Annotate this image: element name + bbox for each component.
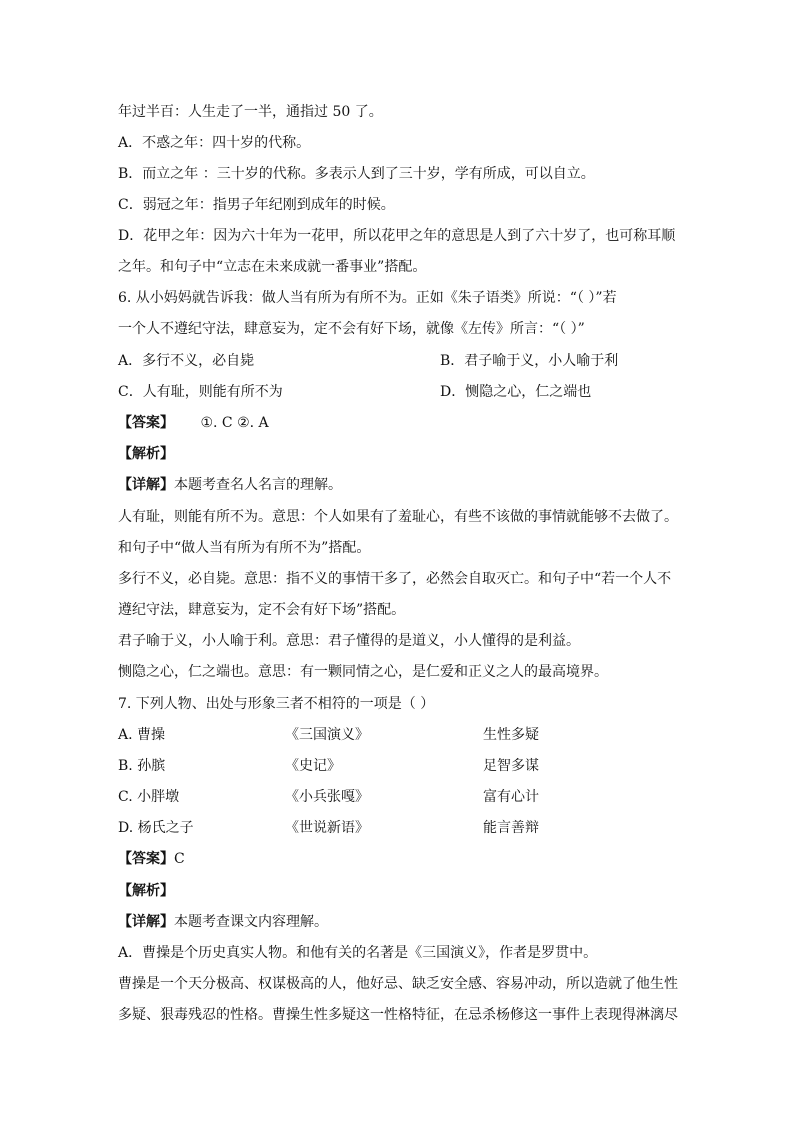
detail-label: 【详解】 <box>118 914 174 930</box>
q7-trait: 足智多谋 <box>483 758 539 774</box>
detail-7 <box>118 913 328 931</box>
q7-source: 《史记》 <box>285 758 341 774</box>
q7-row <box>118 819 678 837</box>
answer-label: 【答案】 <box>118 415 174 431</box>
text-line: 人有耻，则能有所不为。意思：个人如果有了羞耻心，有些不该做的事情就能够不去做了。 <box>118 509 678 525</box>
q7-trait: 生性多疑 <box>483 727 539 743</box>
q7-trait: 富有心计 <box>483 789 539 805</box>
q6-option-b: B．君子喻于义，小人喻于利 <box>440 353 619 369</box>
text-line: 遵纪守法，肆意妄为，定不会有好下场”搭配。 <box>118 602 406 618</box>
text-line: 之年。和句子中“立志在未来成就一番事业”搭配。 <box>118 259 427 275</box>
option-line: B．而立之年 ：三十岁的代称。多表示人到了三十岁，学有所成，可以自立。 <box>118 166 595 182</box>
q7-source: 《小兵张嘎》 <box>285 789 369 805</box>
option-line: C．弱冠之年：指男子年纪刚到成年的时候。 <box>118 197 395 213</box>
text-line: 恻隐之心，仁之端也。意思：有一颗同情之心，是仁爱和正义之人的最高境界。 <box>118 664 608 680</box>
q6-option-c: C．人有耻，则能有所不为 <box>118 384 283 400</box>
text-line: A．曹操是个历史真实人物。和他有关的名著是《三国演义》，作者是罗贯中。 <box>118 945 598 961</box>
text-line: 君子喻于义，小人喻于利。意思：君子懂得的是道义，小人懂得的是利益。 <box>118 633 580 649</box>
q7-row <box>118 788 678 806</box>
answer-7 <box>118 850 185 868</box>
q7-source: 《三国演义》 <box>285 727 369 743</box>
q6-options-row-1 <box>118 352 678 370</box>
detail-6 <box>118 476 342 494</box>
answer-6 <box>118 414 269 432</box>
text-line: 多行不义，必自毙。意思：指不义的事情干多了，必然会自取灭亡。和句子中“若一个人不 <box>118 571 672 587</box>
q6-options-row-2 <box>118 383 678 401</box>
answer-value: C <box>174 851 185 867</box>
q7-person: D. 杨氏之子 <box>118 820 194 836</box>
text-line: 曹操是一个天分极高、权谋极高的人，他好忌、缺乏安全感、容易冲动，所以造就了他生性 <box>118 976 678 992</box>
detail-text: 本题考查课文内容理解。 <box>174 914 328 930</box>
q7-person: A. 曹操 <box>118 727 166 743</box>
option-line: D．花甲之年：因为六十年为一花甲，所以花甲之年的意思是人到了六十岁了，也可称耳顺 <box>118 228 676 244</box>
question-6: 6. 从小妈妈就告诉我：做人当有所为有所不为。正如《朱子语类》所说：“（ ）”若 <box>118 290 617 306</box>
q7-row <box>118 726 678 744</box>
q7-person: C. 小胖墩 <box>118 789 180 805</box>
text-line: 年过半百：人生走了一半，通指过 50 了。 <box>118 104 383 120</box>
q7-source: 《世说新语》 <box>285 820 369 836</box>
q7-trait: 能言善辩 <box>483 820 539 836</box>
q7-row <box>118 757 678 775</box>
q6-option-a: A．多行不义，必自毙 <box>118 353 255 369</box>
detail-label: 【详解】 <box>118 477 174 493</box>
detail-text: 本题考查名人名言的理解。 <box>174 477 342 493</box>
text-line: 多疑、狠毒残忍的性格。曹操生性多疑这一性格特征，在忌杀杨修这一事件上表现得淋漓尽 <box>118 1007 678 1023</box>
option-line: A．不惑之年：四十岁的代称。 <box>118 135 311 151</box>
text-line: 一个人不遵纪守法，肆意妄为，定不会有好下场，就像《左传》所言：“（ ）” <box>118 321 585 337</box>
analysis-label: 【解析】 <box>118 446 174 462</box>
q7-person: B. 孙膑 <box>118 758 166 774</box>
q6-option-d: D．恻隐之心，仁之端也 <box>440 384 592 400</box>
answer-label: 【答案】 <box>118 851 174 867</box>
analysis-label: 【解析】 <box>118 883 174 899</box>
text-line: 和句子中“做人当有所为有所不为”搭配。 <box>118 540 371 556</box>
question-7: 7. 下列人物、出处与形象三者不相符的一项是（ ） <box>118 696 435 712</box>
answer-value: ①. C ②. A <box>200 415 269 431</box>
